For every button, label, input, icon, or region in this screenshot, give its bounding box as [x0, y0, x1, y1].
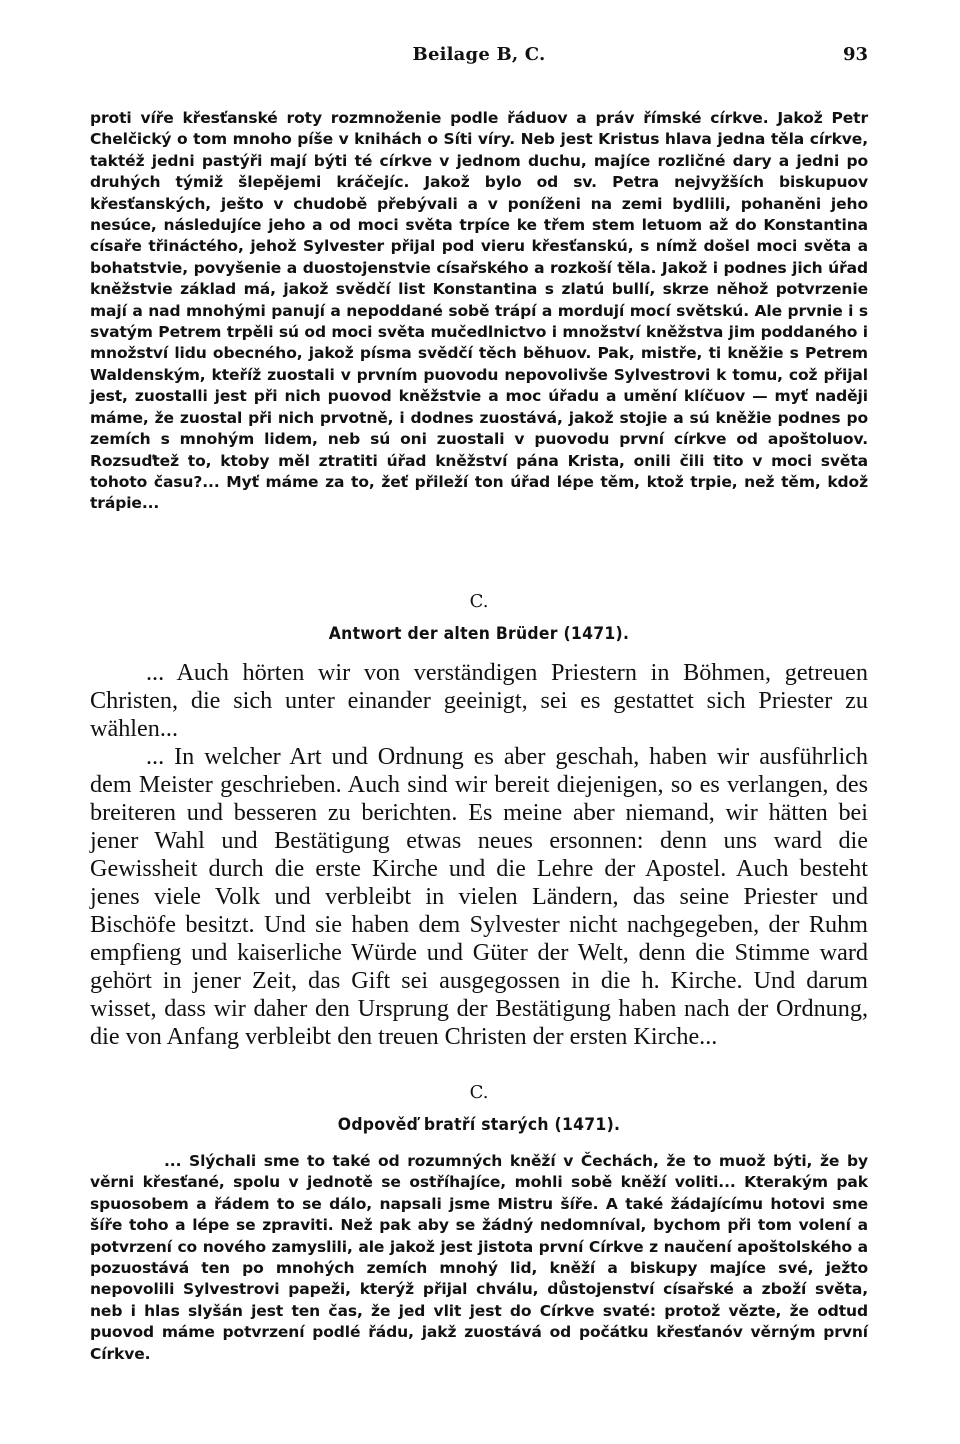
czech-section-body: [90, 1151, 868, 1365]
german-section-title: Antwort der alten Brüder (1471).: [328, 624, 630, 644]
czech-section-title: Odpověď bratří starých (1471).: [337, 1115, 621, 1135]
czech-section-letter: C.: [469, 1082, 489, 1103]
czech-passage: [90, 108, 868, 515]
page-header: [90, 44, 868, 74]
german-section-body: [90, 659, 868, 1051]
german-section-letter: C.: [469, 591, 489, 612]
german-paragraph-2: ... In welcher Art und Ordnung es aber geschah, haben wir ausführlich dem Meister geschrieben. Auch sind wir bereit diejenigen, so es verlangen, des breiteren und besseren zu berichten. Es meine aber niemand, wir hätten bei jener Wahl und Bestätigung etwas neues ersonnen: denn uns ward die Gewissheit durch die erste Kirche und die Lehre der Apostel. Auch besteht jenes viele Volk und verbleibt in vielen Ländern, das seine Priester und Bischöfe besitzt. Und sie haben dem Sylvester nicht nachgegeben, der Ruhm empfieng und kaiserliche Würde und Güter der Welt, denn die Stimme ward gehört in jener Zeit, das Gift sei ausgegossen in die h. Kirche. Und darum wisset, dass wir daher den Ursprung der Bestätigung haben nach der Ordnung, die von Anfang verbleibt den treuen Christen der ersten Kirche...: [90, 743, 868, 1050]
czech-paragraph-1: ... Slýchali sme to také od rozumných kněží v Čechách, že to muož býti, že by věrni křesťané, spolu v jednotě se ostříhajíce, mohli sobě kněží voliti... Kterakým pak spuosobem a řádem to se dálo, napsali jsme Mistru šíře. A také žádajícímu hotovi sme šíře toho a lépe se zpraviti. Než pak aby se žádný nedomníval, bychom při tom volení a potvrzení co nového zamyslili, ale jakož jest jistota první Církve z naučení apoštolského a pozuostává ten po mnohých zemích mnohý lid, kněží a biskupy majíce své, ježto nepovolili Sylvestrovi papeži, kterýž přijal chválu, důstojenství císařské a zboží světa, neb i hlas slyšán jest ten čas, že jed vlit jest do Církve svaté: protož vězte, že odtud puovod máme potvrzení podlé řádu, jakž zuostává od počátku křesťanóv věrným první Církve.: [90, 1152, 868, 1363]
german-paragraph-1: ... Auch hörten wir von verständigen Priestern in Böhmen, getreuen Christen, die sich unter einander geeinigt, sei es gestattet sich Priester zu wählen...: [90, 659, 868, 742]
czech-passage-text: proti víře křesťanské roty rozmnoženie podle řáduov a práv římské církve. Jakož Petr Chelčický o tom mnoho píše v knihách o Síti víry. Neb jest Kristus hlava jedna těla církve, taktéž jedni pastýři mají býti té církve v jednom duchu, majíce rozličné dary a jedni po druhých týmiž šlepějemi kráčejíc. Jakož bylo od sv. Petra nejvyžších biskupuov křesťanských, ješto v chudobě přebývali a v poníženi na zemi bydlili, pohaněni jeho nesúce, následujíce jeho a od moci světa trpíce ke třem stem letuom až do Konstantina císaře třináctého, jehož Sylvester přijal pod vieru křesťanskú, s nímž došel moci světa a bohatstvie, povyšenie a duostojenstvie císařského a rozkoší těla. Jakož i podnes jich úřad kněžstvie základ má, jakož svědčí list Konstantina s zlatú bullí, skrze něhož potvrzenie mají a nad mnohými panují a nepoddané sobě trápí a mordují mocí světskú. Ale prvnie i s svatým Petrem trpěli sú od moci světa mučedlnictvo i množství kněžstva jim poddaného i množství lidu obecného, jakož písma svědčí těch běhuov. Pak, mistře, ti kněžie s Petrem Waldenským, kteříž zuostali v prvním puovodu nepovolivše Sylvestrovi k tomu, což přijal jest, zuostalli jest při nich puovod kněžstvie a moc úřadu a umění klíčuov — myť naději máme, že zuostal při nich prvotně, i dodnes zuostává, jakož stojie a sú kněžie podnes po zemích s mnohým lidem, neb sú oni zuostali v puovodu první církve od apoštoluov. Rozsuďtež to, ktoby měl ztratiti úřad kněžství pána Krista, onili čili tito v moci světa tohoto času?... Myť máme za to, žeť přileží ton úřad lépe těm, ktož trpie, než těm, kdož trápie...: [90, 109, 868, 513]
running-head: Beilage B, C.: [412, 44, 546, 65]
page-number: 93: [842, 44, 868, 65]
